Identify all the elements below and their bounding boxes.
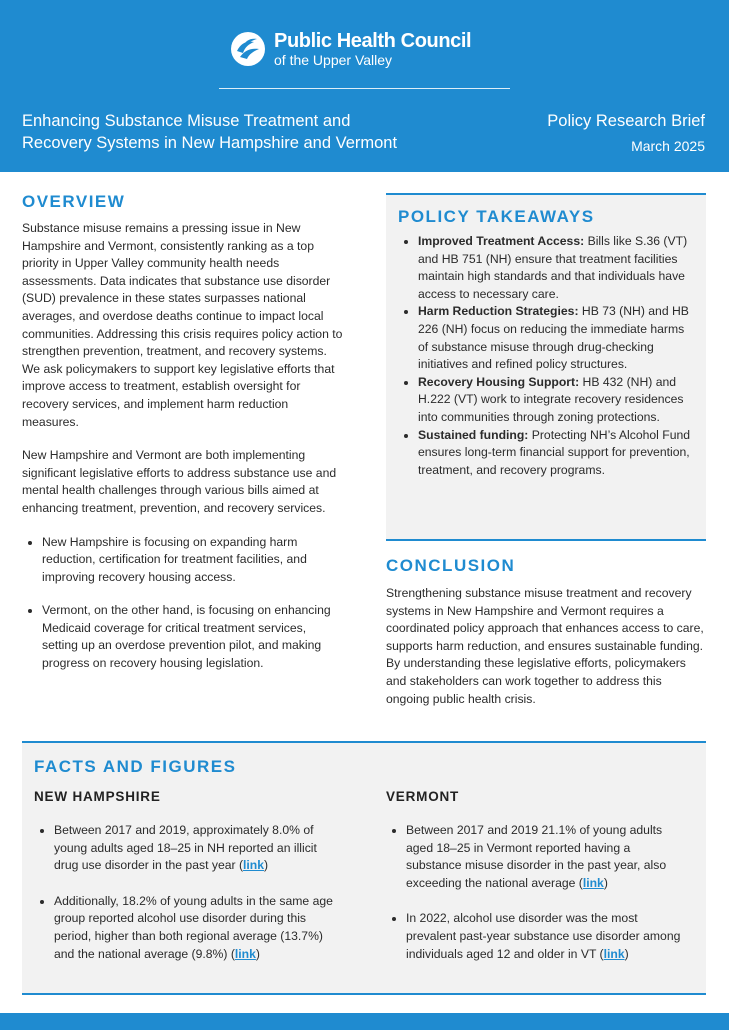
takeaway-label: Sustained funding: — [418, 427, 529, 442]
brief-date: March 2025 — [631, 138, 705, 154]
nh-fact-item — [54, 893, 334, 963]
organization-logo — [230, 30, 471, 68]
takeaway-text: Protecting NH’s Alcohol Fund ensures long-term financial support for prevention, treatment, and recovery programs. — [418, 427, 691, 477]
header-banner — [0, 0, 729, 172]
logo-subname: of the Upper Valley — [274, 52, 393, 68]
conclusion-section — [386, 556, 706, 708]
overview-section — [22, 192, 344, 689]
takeaway-text: Bills like S.36 (VT) and HB 751 (NH) ensure that treatment facilities maintain high standards and that individuals have access to necessary care. — [418, 234, 688, 301]
source-link[interactable]: link — [582, 875, 604, 890]
takeaway-item — [418, 427, 694, 480]
title-line-1: Enhancing Substance Misuse Treatment and — [22, 112, 351, 130]
header-divider — [219, 88, 510, 89]
takeaway-item — [418, 374, 694, 427]
vt-fact-item — [406, 910, 686, 963]
new-hampshire-column — [34, 789, 334, 981]
takeaway-item — [418, 233, 694, 303]
document-title — [22, 110, 397, 154]
takeaways-heading: POLICY TAKEAWAYS — [398, 207, 595, 226]
overview-bullet-nh: • New Hampshire is focusing on expanding harm reduction, certification for treatment facilities, and improving recovery housing access. — [42, 534, 344, 587]
source-link[interactable]: link — [234, 946, 256, 961]
logo-mark-icon — [230, 31, 266, 67]
takeaway-text: HB 73 (NH) and HB 226 (NH) focus on reducing the immediate harms of substance misuse through drug-checking initiatives and refined policy structures. — [418, 304, 689, 372]
overview-paragraph-1: Substance misuse remains a pressing issue in New Hampshire and Vermont, consistently ranking as a top priority in Upper Valley community health needs assessments. Data indicates that substance use disorder (SUD) prevalence in these states surpasses national averages, and overdose deaths continue to impact local communities. Addressing this crisis requires policy action to strengthen prevention, treatment, and recovery systems. We ask policymakers to support key legislative efforts that improve access to treatment, establish oversight for recovery services, and implement harm reduction measures. — [22, 221, 343, 429]
conclusion-heading: CONCLUSION — [386, 556, 516, 575]
overview-bullet-vt: • Vermont, on the other hand, is focusing on enhancing Medicaid coverage for critical treatment services, setting up an overdose prevention pilot, and making progress on recovery housing legislation. — [42, 602, 344, 672]
logo-name: Public Health Council — [274, 30, 472, 52]
brief-label: Policy Research Brief — [547, 112, 705, 130]
fact-text: Additionally, 18.2% of young adults in the same age group reported alcohol use disorder during this period, higher than both regional average (13.7%) and the national average (9.8%) ( — [54, 893, 333, 961]
source-link[interactable]: link — [243, 858, 265, 873]
overview-heading: OVERVIEW — [22, 192, 126, 211]
takeaways-list — [398, 233, 694, 479]
nh-heading: NEW HAMPSHIRE — [34, 789, 161, 804]
overview-paragraph-2: New Hampshire and Vermont are both implementing significant legislative efforts to address substance use and mental health challenges through various bills aimed at enhancing treatment, prevention, and recovery services. — [22, 448, 337, 515]
facts-and-figures-panel — [22, 741, 706, 995]
takeaway-item — [418, 303, 694, 373]
vt-facts-list — [386, 822, 686, 963]
nh-fact-item — [54, 822, 334, 875]
fact-text: In 2022, alcohol use disorder was the most prevalent past-year substance use disorder among individuals aged 12 and older in VT ( — [406, 911, 681, 961]
fact-close: ) — [255, 946, 260, 961]
fact-close: ) — [264, 858, 269, 873]
overview-bullet-list — [22, 534, 344, 673]
takeaway-label: Harm Reduction Strategies: — [418, 304, 579, 319]
fact-text: Between 2017 and 2019 21.1% of young adults aged 18–25 in Vermont reported having a substance misuse disorder in the past year, also exceeding the national average ( — [406, 823, 667, 890]
conclusion-paragraph: Strengthening substance misuse treatment and recovery systems in New Hampshire and Vermont requires a coordinated policy approach that enhances access to care, supports harm reduction, and ensures sustainable funding. By understanding these legislative efforts, policymakers and stakeholders can work together to address this ongoing public health crisis. — [386, 586, 704, 706]
takeaway-label: Improved Treatment Access: — [418, 234, 585, 248]
vermont-column — [386, 789, 686, 981]
facts-heading: FACTS AND FIGURES — [34, 757, 237, 776]
brief-info — [547, 110, 705, 157]
fact-text: Between 2017 and 2019, approximately 8.0% of young adults aged 18–25 in NH reported an illicit drug use disorder in the past year ( — [54, 823, 317, 873]
takeaway-text: HB 432 (NH) and H.222 (VT) work to integrate recovery residences into communities through zoning protections. — [418, 374, 684, 424]
fact-close: ) — [603, 875, 608, 890]
vt-fact-item — [406, 822, 686, 892]
policy-takeaways-panel — [386, 193, 706, 541]
footer-bar — [0, 1013, 729, 1030]
title-line-2: Recovery Systems in New Hampshire and Vermont — [22, 134, 398, 152]
vt-heading: VERMONT — [386, 789, 460, 804]
fact-close: ) — [624, 946, 629, 961]
source-link[interactable]: link — [603, 946, 625, 961]
nh-facts-list — [34, 822, 334, 963]
takeaway-label: Recovery Housing Support: — [418, 374, 580, 389]
